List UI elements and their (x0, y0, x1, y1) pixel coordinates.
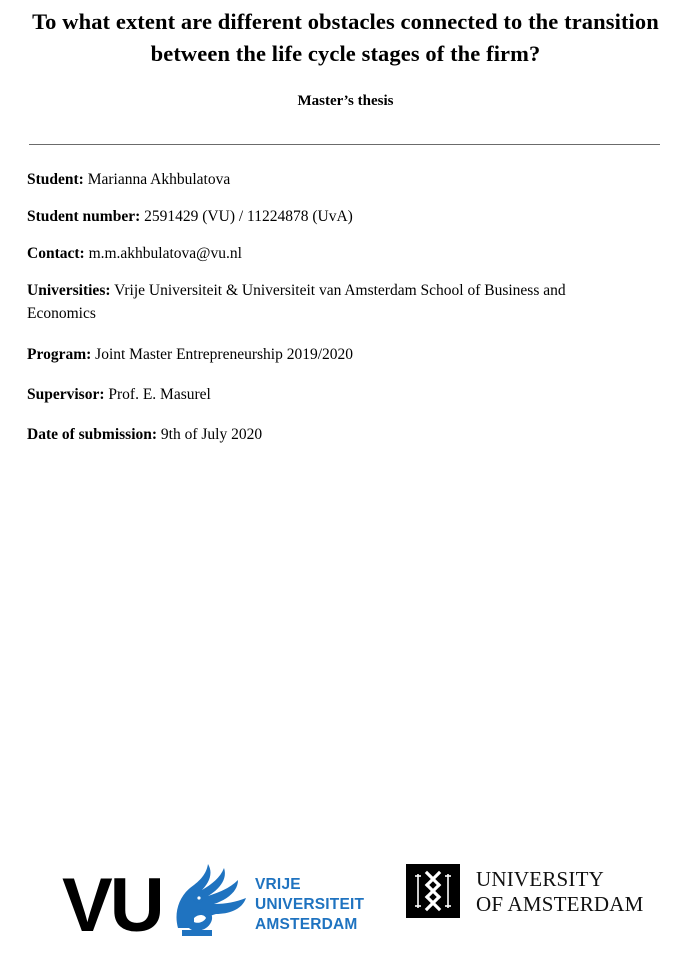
field-value: Joint Master Entrepreneurship 2019/2020 (91, 346, 354, 363)
uva-crest-icon (406, 864, 460, 918)
field-supervisor (27, 383, 211, 406)
field-value: Vrije Universiteit & Universiteit van Amsterdam School of Business and Economics (27, 282, 566, 322)
field-label: Universities: (27, 282, 111, 299)
field-universities (27, 279, 637, 325)
field-value: Prof. E. Masurel (104, 386, 211, 403)
field-value: Marianna Akhbulatova (83, 171, 231, 188)
vu-wordmark-line2: UNIVERSITEIT (255, 896, 365, 913)
uva-logo (406, 864, 666, 924)
vu-wordmark (255, 875, 364, 935)
vu-wordmark-line1: VRIJE (255, 876, 301, 893)
field-label: Student number: (27, 208, 141, 225)
field-contact (27, 242, 242, 265)
vu-logo (62, 858, 382, 948)
thesis-subtitle: Master’s thesis (297, 93, 394, 109)
uva-wordmark (476, 867, 644, 917)
field-student-number (27, 205, 353, 228)
field-date-of-submission (27, 423, 262, 446)
field-label: Student: (27, 171, 84, 188)
uva-wordmark-line2: OF AMSTERDAM (476, 892, 644, 916)
field-label: Contact: (27, 245, 85, 262)
field-student (27, 168, 230, 191)
griffin-icon (168, 858, 250, 940)
field-label: Date of submission: (27, 426, 158, 443)
field-label: Supervisor: (27, 386, 105, 403)
vu-letters: VU (62, 863, 162, 948)
divider (29, 144, 660, 145)
field-program (27, 343, 353, 366)
thesis-title: To what extent are different obstacles connected to the transition between the life cycle stages of the firm? (32, 9, 659, 66)
field-value: 9th of July 2020 (157, 426, 263, 443)
field-label: Program: (27, 346, 92, 363)
field-value: m.m.akhbulatova@vu.nl (84, 245, 242, 262)
field-value: 2591429 (VU) / 11224878 (UvA) (140, 208, 353, 225)
vu-wordmark-line3: AMSTERDAM (255, 916, 358, 933)
uva-wordmark-line1: UNIVERSITY (476, 867, 604, 891)
